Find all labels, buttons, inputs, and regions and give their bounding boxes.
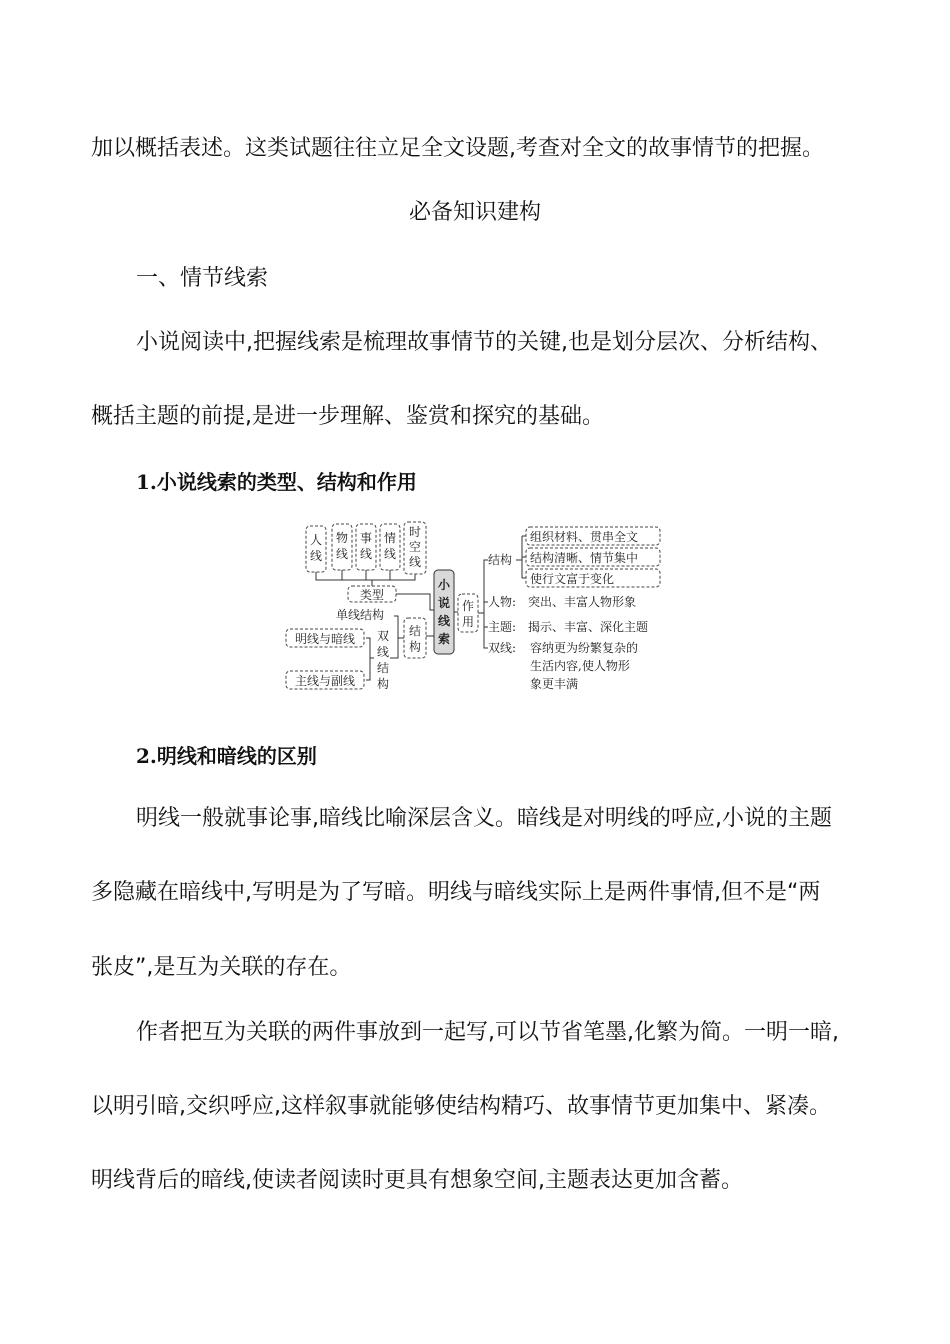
type-event-char-2: 线 bbox=[359, 547, 373, 561]
structure-label-char-2: 构 bbox=[408, 640, 422, 654]
function-double-label: 双线: bbox=[488, 641, 517, 655]
heading-plot-clues: 一、情节线索 bbox=[136, 266, 269, 291]
subheading-clue-types: 1.小说线索的类型、结构和作用 bbox=[136, 470, 417, 494]
function-label-char-1: 作 bbox=[461, 599, 475, 613]
paragraph-1-line-2: 概括主题的前提,是进一步理解、鉴赏和探究的基础。 bbox=[91, 404, 604, 429]
center-char-3: 线 bbox=[437, 614, 451, 628]
type-line-char: 线 bbox=[408, 555, 422, 569]
double-line-char-1: 双 bbox=[376, 629, 390, 643]
type-person-char-1: 人 bbox=[309, 533, 323, 547]
type-object-char-2: 线 bbox=[335, 547, 349, 561]
main-sub-line: 主线与副线 bbox=[294, 674, 356, 688]
structure-label-char-1: 结 bbox=[408, 624, 422, 638]
paragraph-2-line-3: 张皮”,是互为关联的存在。 bbox=[91, 955, 352, 980]
paragraph-3-line-3: 明线背后的暗线,使读者阅读时更具有想象空间,主题表达更加含蓄。 bbox=[91, 1168, 743, 1193]
intro-paragraph-tail: 加以概括表述。这类试题往往立足全文设题,考查对全文的故事情节的把握。 bbox=[91, 136, 824, 161]
type-event-char-1: 事 bbox=[359, 531, 373, 545]
type-time-char: 时 bbox=[408, 525, 422, 539]
function-double-text-1: 容纳更为纷繁复杂的 bbox=[530, 641, 639, 655]
type-space-char: 空 bbox=[408, 540, 422, 554]
fn-structure-item-2: 结构清晰、情节集中 bbox=[530, 551, 639, 565]
function-character-label: 人物: bbox=[488, 595, 517, 609]
fn-structure-item-1: 组织材料、贯串全文 bbox=[530, 530, 639, 544]
type-emotion-char-1: 情 bbox=[383, 531, 397, 545]
type-person-char-2: 线 bbox=[309, 549, 323, 563]
type-emotion-char-2: 线 bbox=[383, 547, 397, 561]
paragraph-2-line-2: 多隐藏在暗线中,写明是为了写暗。明线与暗线实际上是两件事情,但不是“两 bbox=[91, 880, 821, 905]
function-theme-label: 主题: bbox=[488, 620, 517, 634]
section-title: 必备知识建构 bbox=[408, 200, 541, 225]
paragraph-3-line-1: 作者把互为关联的两件事放到一起写,可以节省笔墨,化繁为简。一明一暗, bbox=[136, 1020, 839, 1045]
function-label-char-2: 用 bbox=[461, 615, 475, 629]
single-line-structure: 单线结构 bbox=[336, 608, 385, 622]
types-label: 类型 bbox=[359, 588, 385, 602]
center-char-4: 索 bbox=[437, 632, 451, 646]
paragraph-2-line-1: 明线一般就事论事,暗线比喻深层含义。暗线是对明线的呼应,小说的主题 bbox=[136, 806, 832, 831]
explicit-implicit-line: 明线与暗线 bbox=[294, 632, 356, 646]
double-line-char-4: 构 bbox=[376, 677, 390, 691]
fn-structure-item-3: 使行文富于变化 bbox=[530, 572, 615, 586]
clue-mind-map bbox=[280, 518, 680, 700]
function-double-text-2: 生活内容,使人物形 bbox=[530, 659, 630, 673]
center-char-2: 说 bbox=[437, 596, 451, 610]
double-line-char-2: 线 bbox=[376, 645, 390, 659]
paragraph-1-line-1: 小说阅读中,把握线索是梳理故事情节的关键,也是划分层次、分析结构、 bbox=[136, 330, 832, 355]
double-line-char-3: 结 bbox=[376, 661, 390, 675]
function-theme-text: 揭示、丰富、深化主题 bbox=[528, 620, 649, 634]
paragraph-3-line-2: 以明引暗,交织呼应,这样叙事就能够使结构精巧、故事情节更加集中、紧凑。 bbox=[91, 1094, 831, 1119]
function-double-text-3: 象更丰满 bbox=[530, 677, 579, 691]
function-structure-label: 结构 bbox=[488, 553, 513, 567]
type-object-char-1: 物 bbox=[335, 531, 349, 545]
center-char-1: 小 bbox=[437, 578, 451, 592]
function-character-text: 突出、丰富人物形象 bbox=[528, 595, 637, 609]
subheading-explicit-implicit: 2.明线和暗线的区别 bbox=[136, 744, 317, 768]
